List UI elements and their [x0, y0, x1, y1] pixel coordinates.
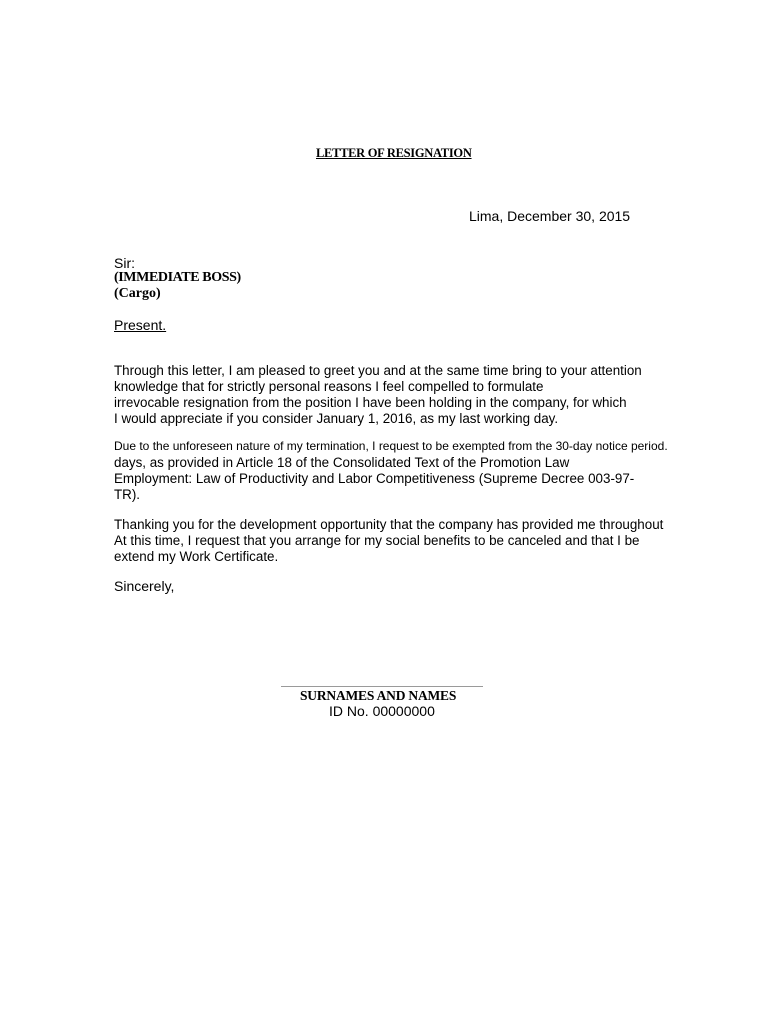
paragraph-3-line: extend my Work Certificate.	[114, 549, 279, 564]
date-line: Lima, December 30, 2015	[469, 208, 631, 224]
signature-line	[281, 686, 483, 687]
salutation: Sir:	[114, 255, 135, 271]
recipient-name: (IMMEDIATE BOSS)	[114, 270, 241, 285]
paragraph-1-line: I would appreciate if you consider January 1, 2016, as my last working day.	[114, 411, 559, 426]
paragraph-3	[114, 517, 663, 565]
signature-name: SURNAMES AND NAMES	[300, 688, 457, 703]
paragraph-2-line: days, as provided in Article 18 of the Consolidated Text of the Promotion Law	[114, 455, 570, 470]
paragraph-1-line: knowledge that for strictly personal reasons I feel compelled to formulate	[114, 379, 544, 394]
present-line: Present.	[114, 317, 167, 333]
paragraph-1-line: irrevocable resignation from the position I have been holding in the company, for which	[114, 395, 627, 410]
recipient-role: (Cargo)	[114, 286, 161, 301]
paragraph-3-line: Thanking you for the development opportunity that the company has provided me throughout	[114, 517, 664, 532]
signature-id: ID No. 00000000	[329, 703, 435, 719]
closing: Sincerely,	[114, 578, 175, 594]
paragraph-1-line: Through this letter, I am pleased to greet you and at the same time bring to your attention	[114, 363, 642, 378]
paragraph-2-first-line: Due to the unforeseen nature of my termination, I request to be exempted from the 30-day notice period.	[114, 439, 668, 453]
paragraph-2-line: Employment: Law of Productivity and Labor Competitiveness (Supreme Decree 003-97-	[114, 471, 635, 486]
paragraph-2-line: TR).	[114, 487, 141, 502]
letter-title: LETTER OF RESIGNATION	[316, 146, 472, 160]
paragraph-1	[114, 363, 642, 427]
paragraph-2	[114, 455, 634, 503]
paragraph-3-line: At this time, I request that you arrange for my social benefits to be canceled and that I be	[114, 533, 640, 548]
